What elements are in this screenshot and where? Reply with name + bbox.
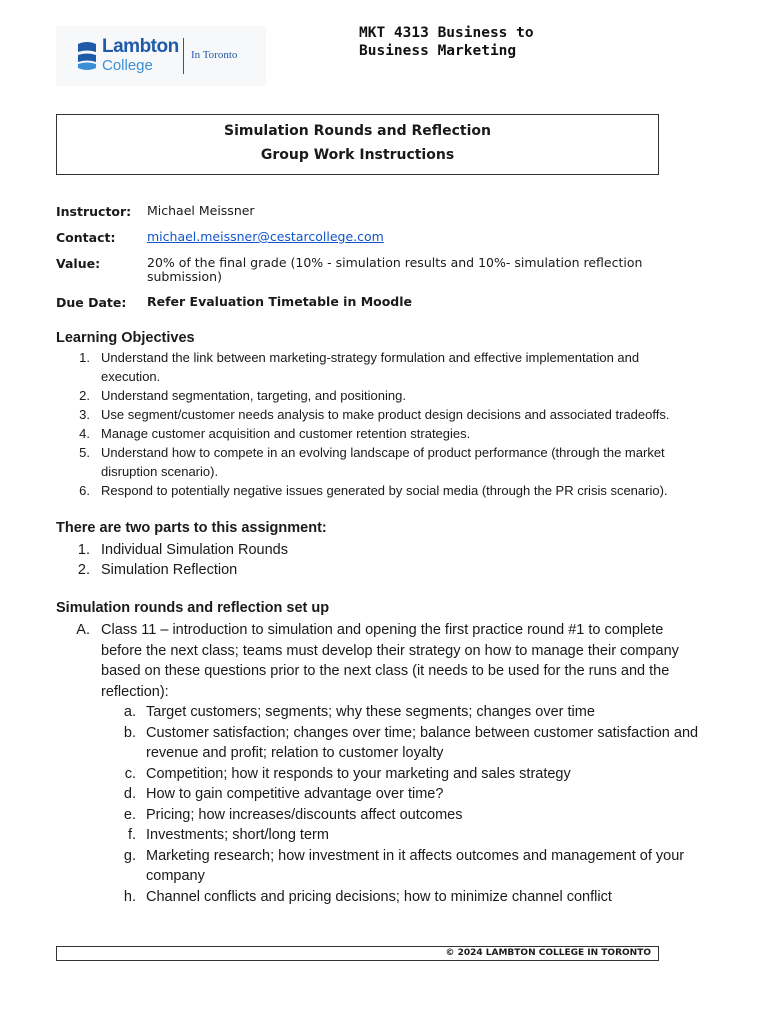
logo-divider [183,38,184,74]
list-item: c. Competition; how it responds to your marketing and sales strategy [124,765,571,782]
list-item: 1. Individual Simulation Rounds [77,542,288,558]
list-item: d. How to gain competitive advantage over time? [123,786,444,802]
list-item: 2. Understand segmentation, targeting, and positioning. [79,388,406,403]
instructor-label: Instructor: [56,204,132,219]
copyright-text: © 2024 LAMBTON COLLEGE IN TORONTO [445,948,651,958]
list-item: f. Investments; short/long term [127,827,329,843]
document-subtitle: Group Work Instructions [260,147,455,163]
list-item: 2. Simulation Reflection [77,562,238,578]
due-date-label: Due Date: [56,295,127,310]
assignment-parts-list [56,540,288,580]
document-title: Simulation Rounds and Reflection [223,123,492,139]
list-item: 5. Understand how to compete in an evolving landscape of product performance (through the market disruption scenario). [79,445,665,479]
setup-list [56,620,706,907]
contact-label: Contact: [56,230,116,245]
college-emblem-icon [76,40,98,72]
list-item: 3. Use segment/customer needs analysis to make product design decisions and associated tradeoffs. [79,407,670,422]
list-item: 1. Understand the link between marketing-strategy formulation and effective implementation and execution. [79,350,640,384]
list-item: 6. Respond to potentially negative issues generated by social media (through the PR crisis scenario). [79,483,668,498]
value-label: Value: [56,256,101,271]
setup-item-a-text: Class 11 – introduction to simulation and opening the first practice round #1 to complete before the next class; teams must develop their strategy on how to manage their company based on these questions prior to the next class (it needs to be used for the runs and the reflection): [101,622,679,700]
list-item: 4. Manage customer acquisition and customer retention strategies. [79,426,471,441]
document-title-box [56,114,659,175]
list-item: e. Pricing; how increases/discounts affect outcomes [123,806,463,823]
course-title-line1: MKT 4313 Business to [359,25,534,41]
list-item: A. Class 11 – introduction to simulation and opening the first practice round #1 to complete before the next class; teams must develop their strategy on how to manage their company based on these questions prior to the next class (it needs to be used for the runs and the reflection): a. Target customers; segments; why these segments; changes over time b. Customer satisfaction; changes over time; balance between customer satisfaction and revenue and profit; relation to customer loyalty c. Competition; how it responds to your marketing and sales strategy d. How to gain competitive advantage over time? e. Pricing; how increases/discounts affect outcomes f. Investments; short/long term g. Marketing research; how investment in it affects outcomes and management of your company h. Channel conflicts and pricing decisions; how to minimize channel conflict [56,620,706,907]
list-item: a. Target customers; segments; why these segments; changes over time [123,704,595,720]
course-title-line2: Business Marketing [359,43,517,59]
logo-brand-text: Lambton [102,36,179,57]
course-title [359,24,534,60]
learning-objectives-heading: Learning Objectives [56,330,195,346]
contact-email-link[interactable]: michael.meissner@cestarcollege.com [147,229,384,244]
list-item: g. Marketing research; how investment in it affects outcomes and management of your company [123,847,685,884]
setup-heading: Simulation rounds and reflection set up [56,600,330,616]
logo-location-text: In Toronto [191,49,238,61]
setup-sub-list [101,702,706,907]
instructor-value: Michael Meissner [147,203,255,218]
value-text: 20% of the final grade (10% - simulation results and 10%- simulation reflection submission) [147,255,643,284]
lambton-college-logo [56,26,266,86]
learning-objectives-list [56,348,701,500]
logo-sub-text: College [102,57,153,74]
list-item: h. Channel conflicts and pricing decisions; how to minimize channel conflict [123,888,612,905]
page-footer [56,946,659,961]
due-date-value: Refer Evaluation Timetable in Moodle [147,294,413,309]
list-item: b. Customer satisfaction; changes over time; balance between customer satisfaction and revenue and profit; relation to customer loyalty [123,724,699,761]
assignment-parts-heading: There are two parts to this assignment: [56,520,327,536]
